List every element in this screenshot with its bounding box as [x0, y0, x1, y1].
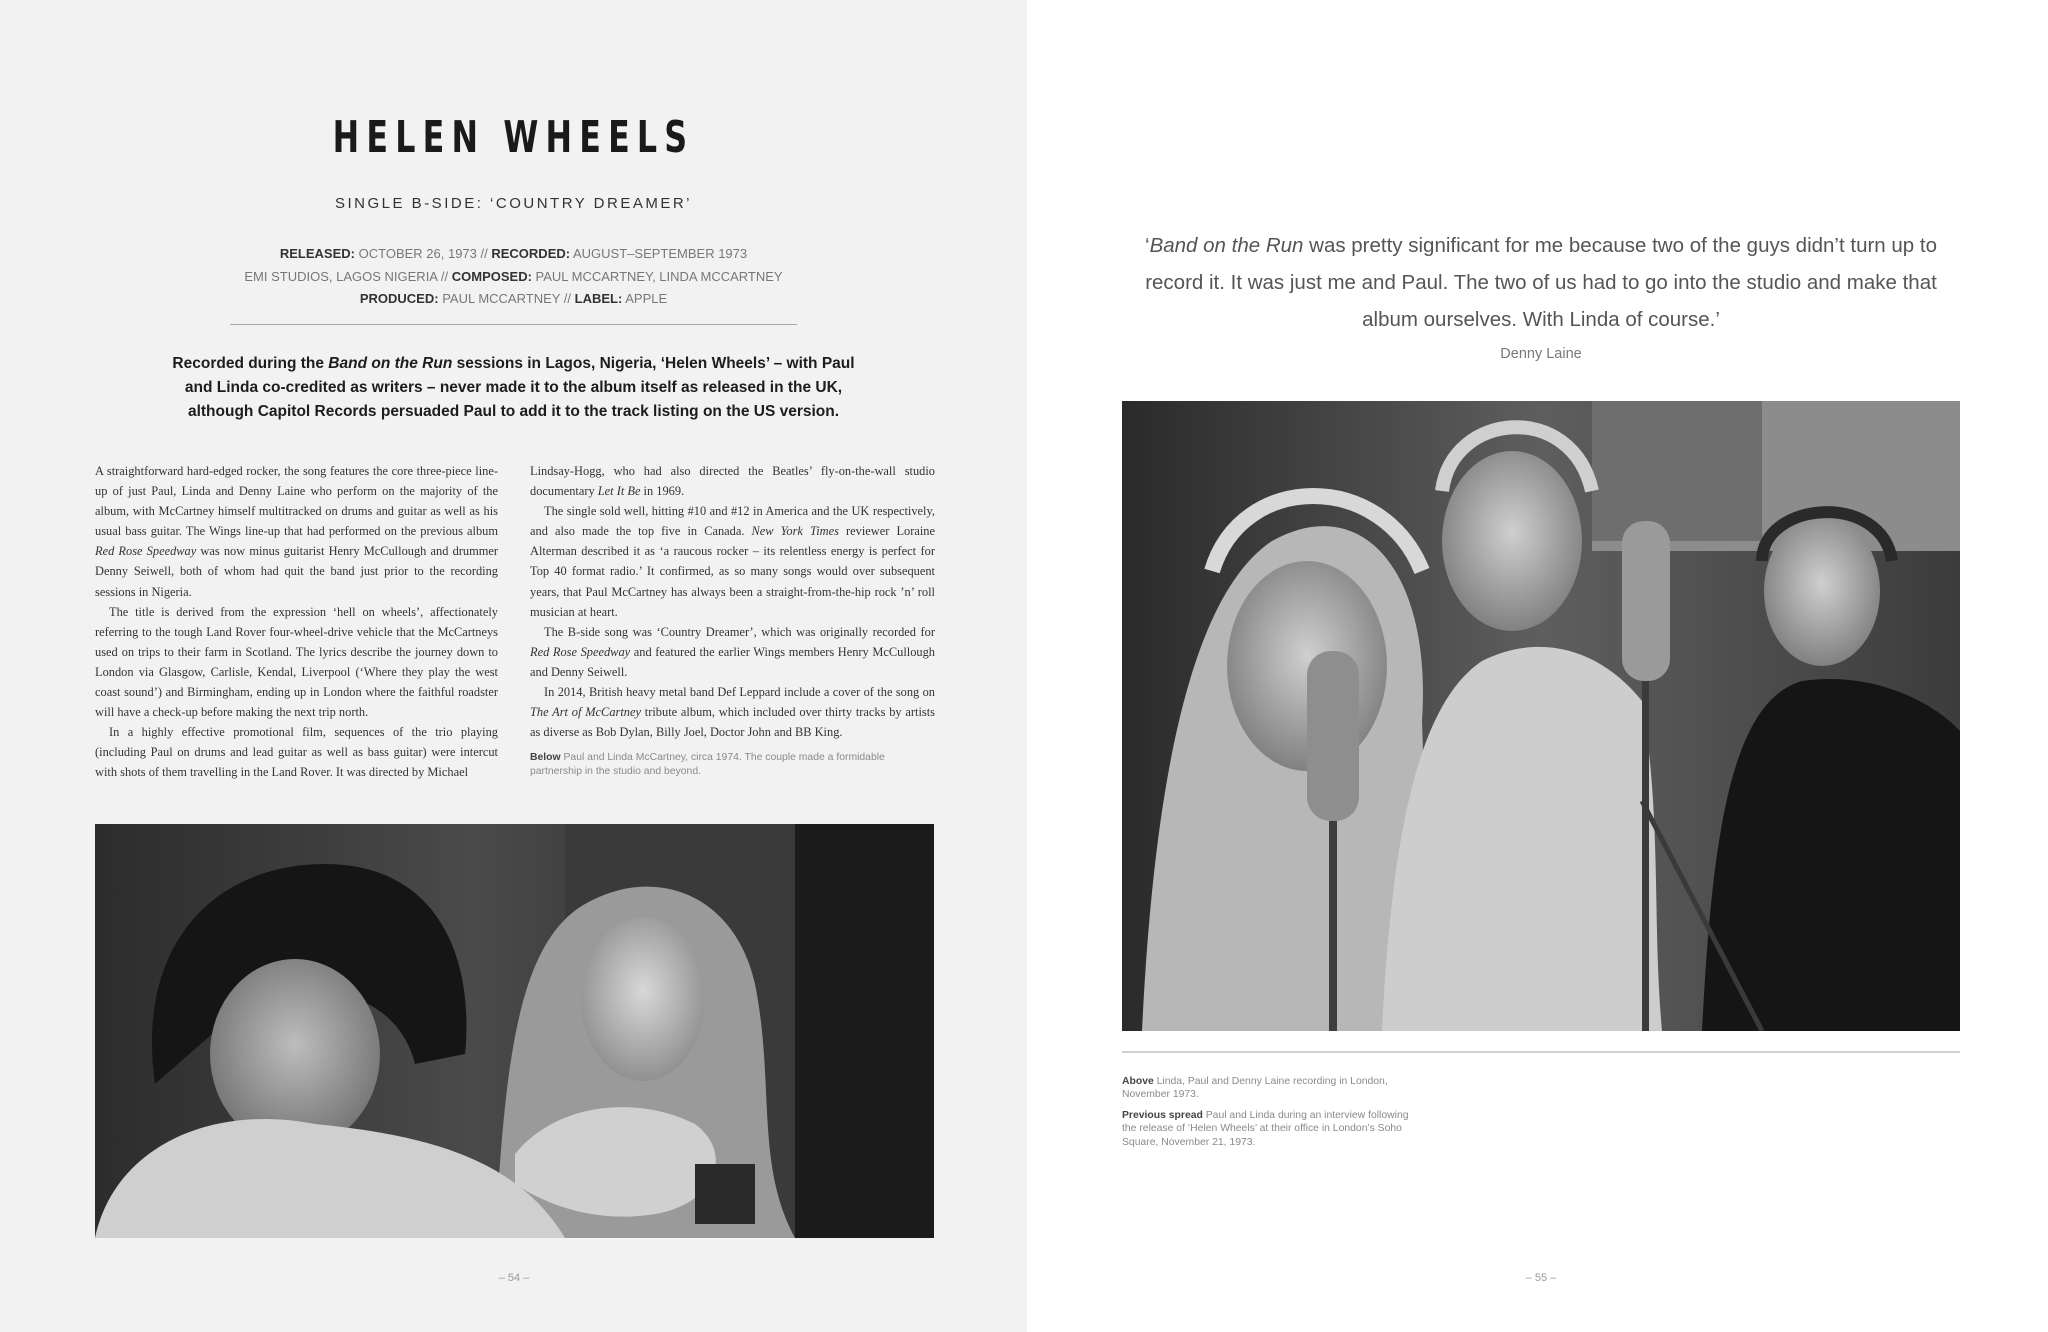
photo-captions: [1122, 1075, 1422, 1156]
paragraph: The B-side song was ‘Country Dreamer’, which was originally recorded for Red Rose Speedway and featured the earlier Wings members Henry McCullough and Denny Seiwell.: [530, 624, 935, 679]
caption-previous-spread: Previous spread Paul and Linda during an interview following the release of ‘Helen Wheels’ at their office in London’s Soho Square, November 21, 1973.: [1122, 1109, 1409, 1148]
caption-above: Above Linda, Paul and Denny Laine recording in London, November 1973.: [1122, 1076, 1388, 1101]
produced-label: PRODUCED:: [359, 291, 439, 306]
meta-line-3: [0, 288, 1027, 311]
label-label: LABEL:: [574, 291, 623, 306]
studio-value: EMI STUDIOS, LAGOS NIGERIA //: [244, 268, 449, 284]
paragraph: In a highly effective promotional film, sequences of the trio playing (including Paul on drums and lead guitar as well as bass guitar) were intercut with shots of them travelling in the Land Rover. It was directed by Michael: [95, 725, 498, 780]
divider: [1122, 1051, 1960, 1053]
released-label: RELEASED:: [279, 246, 355, 261]
photo-caption-below: Below Paul and Linda McCartney, circa 1974. The couple made a formidable partnership in the studio and beyond.: [530, 752, 885, 777]
quote-attribution: Denny Laine: [1500, 346, 1582, 362]
standfirst-text: Recorded during the: [172, 355, 329, 372]
standfirst-album-title: Band on the Run: [328, 355, 453, 372]
body-column-1: [95, 461, 498, 783]
page-number: – 55 –: [1525, 1272, 1557, 1284]
page-subtitle: SINGLE B-SIDE: ‘COUNTRY DREAMER’: [335, 195, 692, 212]
paragraph: In 2014, British heavy metal band Def Leppard include a cover of the song on The Art of McCartney tribute album, which included over thirty tracks by artists as diverse as Bob Dylan, Billy Joel, Doctor John and BB King.: [530, 685, 935, 740]
pull-quote: ‘Band on the Run was pretty significant for me because two of the guys didn’t turn up to record it. It was just me and Paul. The two of us had to go into the studio and make that album ourselves. With Linda of course.’: [1145, 234, 1937, 331]
recorded-label: RECORDED:: [491, 246, 571, 261]
photo-recording-session: [1122, 401, 1960, 1031]
released-value: OCTOBER 26, 1973 //: [358, 246, 488, 261]
composed-label: COMPOSED:: [451, 268, 532, 284]
photo-paul-and-linda: [95, 824, 934, 1238]
produced-value: PAUL MCCARTNEY //: [442, 291, 572, 306]
quote-album-title: Band on the Run: [1149, 234, 1304, 257]
song-metadata: [0, 243, 1027, 311]
label-value: APPLE: [625, 291, 668, 306]
page-number: – 54 –: [498, 1272, 530, 1284]
divider: [230, 324, 797, 325]
meta-line-2: [0, 266, 1027, 289]
body-column-2: [530, 461, 935, 778]
recorded-value: AUGUST–SEPTEMBER 1973: [573, 246, 748, 261]
paragraph: Lindsay-Hogg, who had also directed the Beatles’ fly-on-the-wall studio documentary Let It Be in 1969.: [530, 464, 935, 499]
paragraph: A straightforward hard-edged rocker, the song features the core three-piece line-up of just Paul, Linda and Denny Laine who perform on the majority of the album, with McCartney himself multitracked on drums and guitar as well as his usual bass guitar. The Wings line-up that had performed on the previous album Red Rose Speedway was now minus guitarist Henry McCullough and drummer Denny Seiwell, both of whom had quit the band just prior to the recording sessions in Nigeria.: [95, 464, 498, 599]
meta-line-1: [0, 243, 1027, 266]
paragraph: The single sold well, hitting #10 and #12 in America and the UK respectively, and also made the top five in Canada. New York Times reviewer Loraine Alterman described it as ‘a raucous rocker – its relentless energy is perfect for Top 40 format radio.’ It confirmed, as so many songs would over subsequent years, that Paul McCartney has always been a straight-from-the-hip rock ’n’ roll musician at heart.: [530, 504, 935, 619]
page-title: HELEN WHEELS: [332, 112, 695, 163]
standfirst: [165, 352, 862, 424]
composed-value: PAUL MCCARTNEY, LINDA MCCARTNEY: [535, 268, 783, 284]
paragraph: The title is derived from the expression ‘hell on wheels’, affectionately referring to the tough Land Rover four-wheel-drive vehicle that the McCartneys used on trips to their farm in Scotland. The lyrics describe the journey down to London via Glasgow, Carlisle, Kendal, Liverpool (‘Where they play the west coast sound’) and Birmingham, ending up in London where the faithful roadster will have a check-up before making the next trip north.: [95, 604, 498, 720]
standfirst-text-cont: sessions in Lagos, Nigeria, ‘Helen Wheels’ – with Paul and Linda co-credited as writers – never made it to the album itself as released in the UK, although Capitol Records persuaded Paul to add it to the track listing on the US version.: [184, 355, 855, 420]
